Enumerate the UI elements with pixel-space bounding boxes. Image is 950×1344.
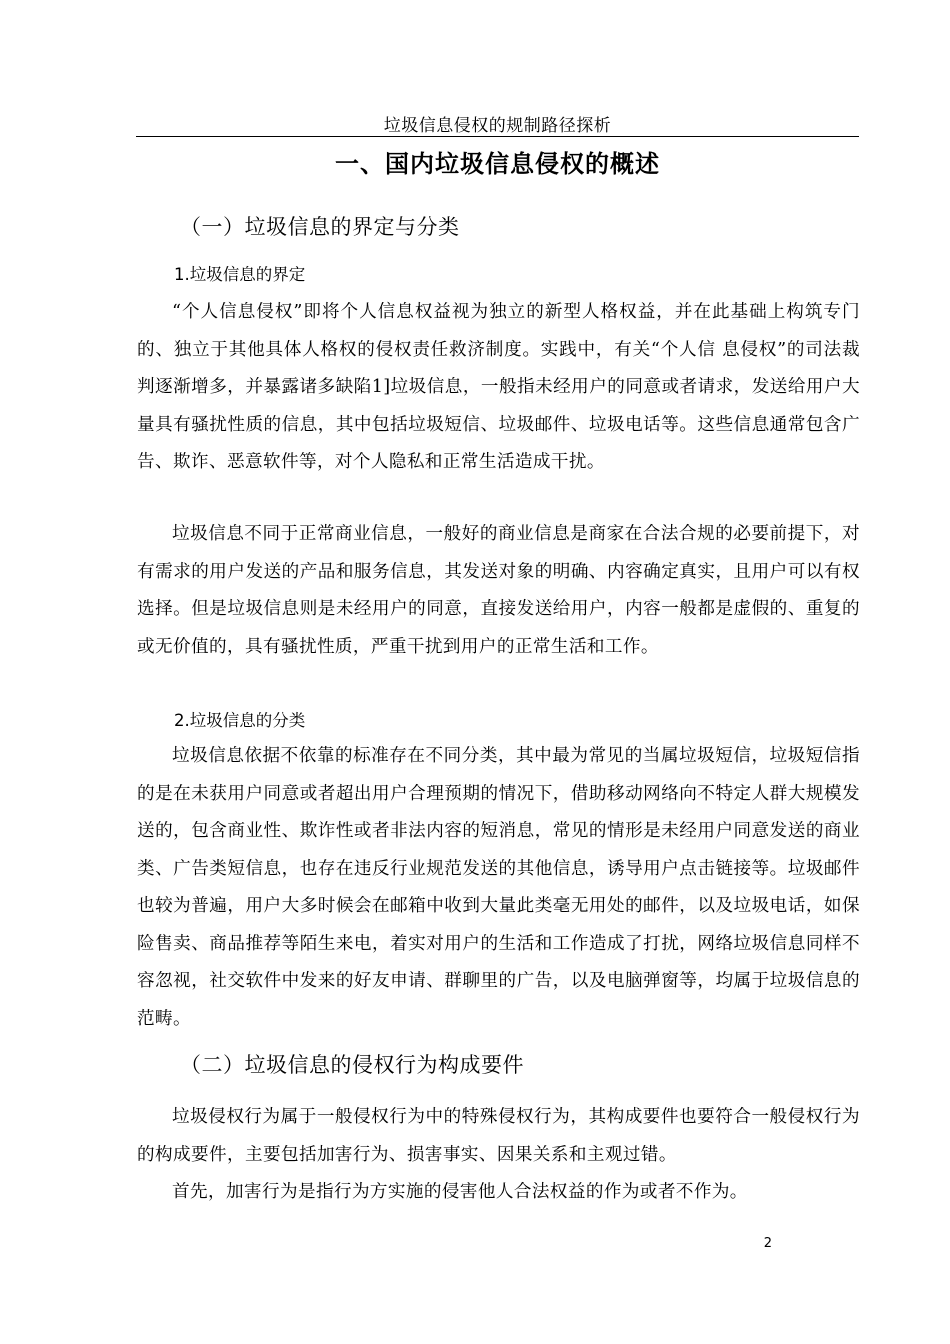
section-heading-1: （一）垃圾信息的界定与分类 <box>180 215 460 239</box>
subsection-heading-2: 2.垃圾信息的分类 <box>174 711 306 730</box>
paragraph-elements: 垃圾侵权行为属于一般侵权行为中的特殊侵权行为，其构成要件也要符合一般侵权行为的构成要件，主要包括加害行为、损害事实、因果关系和主观过错。 <box>137 1107 860 1165</box>
paragraph-comparison: 垃圾信息不同于正常商业信息，一般好的商业信息是商家在合法合规的必要前提下，对有需求的用户发送的产品和服务信息，其发送对象的明确、内容确定真实，且用户可以有权选择。但是垃圾信息则是未经用户的同意，直接发送给用户，内容一般都是虚假的、重复的或无价值的，具有骚扰性质，严重干扰到用户的正常生活和工作。 <box>137 524 860 657</box>
chapter-title: 一、国内垃圾信息侵权的概述 <box>335 150 660 178</box>
running-header: 垃圾信息侵权的规制路径探析 <box>383 116 612 136</box>
header-divider <box>136 136 859 137</box>
paragraph-classification: 垃圾信息依据不依靠的标准存在不同分类，其中最为常见的当属垃圾短信，垃圾短信指的是在未获用户同意或者超出用户合理预期的情况下，借助移动网络向不特定人群大规模发送的，包含商业性、欺诈性或者非法内容的短消息，常见的情形是未经用户同意发送的商业类、广告类短信息，也存在违反行业规范发送的其他信息，诱导用户点击链接等。垃圾邮件也较为普遍，用户大多时候会在邮箱中收到大量此类毫无用处的邮件，以及垃圾电话，如保险售卖、商品推荐等陌生来电，着实对用户的生活和工作造成了打扰，网络垃圾信息同样不容忽视，社交软件中发来的好友申请、群聊里的广告，以及电脑弹窗等，均属于垃圾信息的范畴。 <box>137 746 860 1029</box>
paragraph-harmful-act: 首先，加害行为是指行为方实施的侵害他人合法权益的作为或者不作为。 <box>172 1182 748 1202</box>
section-heading-2: （二）垃圾信息的侵权行为构成要件 <box>180 1053 524 1077</box>
page-number: 2 <box>763 1236 772 1251</box>
paragraph-definition: “个人信息侵权”即将个人信息权益视为独立的新型人格权益，并在此基础上构筑专门的、独立于其他具体人格权的侵权责任救济制度。实践中，有关“个人信 息侵权”的司法裁判逐渐增多，并暴露诸多缺陷1]垃圾信息，一般指未经用户的同意或者请求，发送给用户大量具有骚扰性质的信息，其中包括垃圾短信、垃圾邮件、垃圾电话等。这些信息通常包含广告、欺诈、恶意软件等，对个人隐私和正常生活造成干扰。 <box>137 302 860 472</box>
subsection-heading-1: 1.垃圾信息的界定 <box>174 265 306 284</box>
